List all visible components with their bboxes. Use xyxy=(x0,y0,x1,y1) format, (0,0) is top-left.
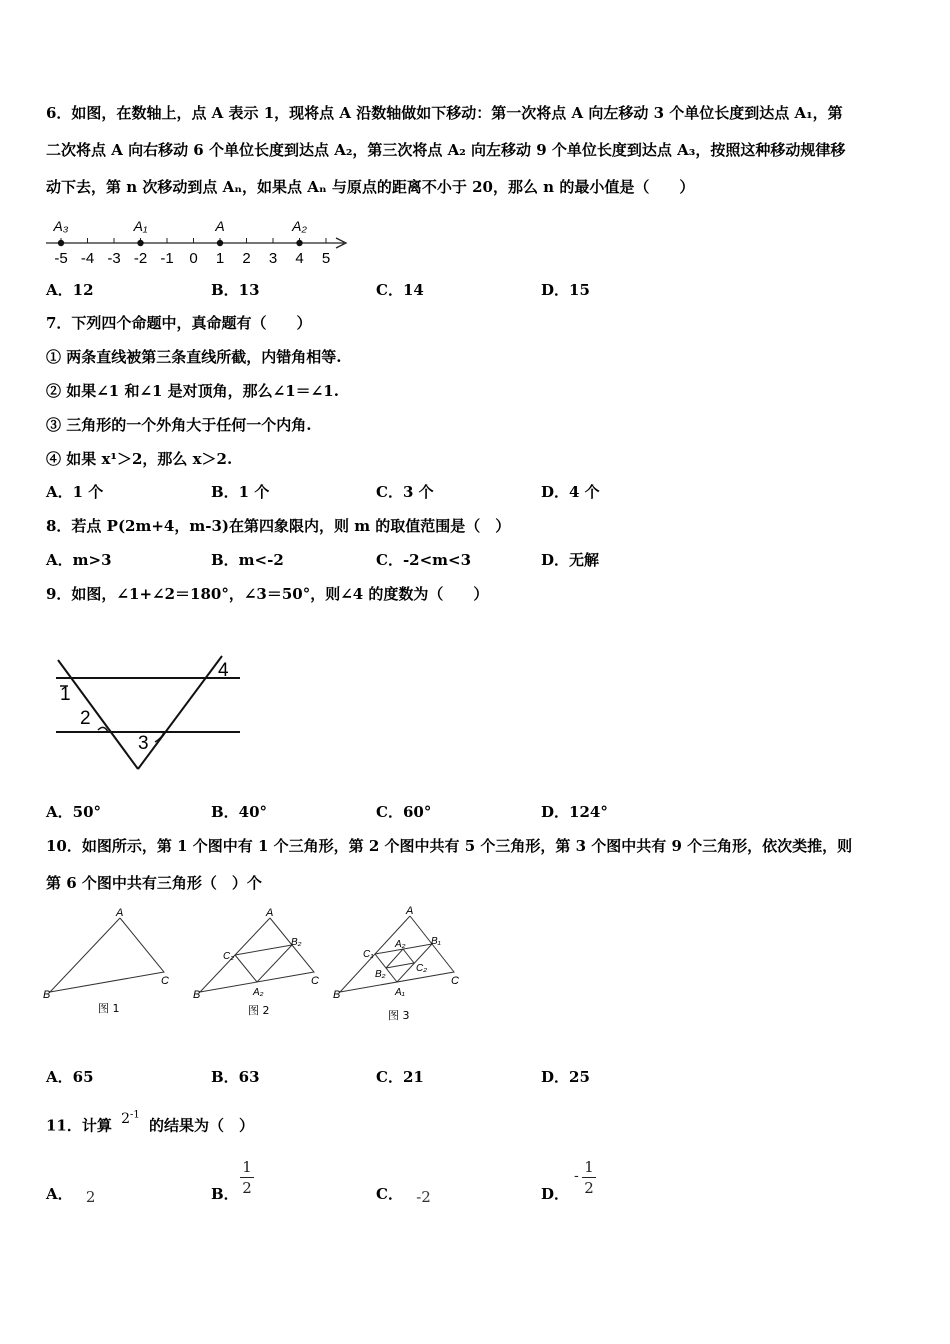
fig3-label-b: B xyxy=(333,989,341,1001)
q10-option-d: D．25 xyxy=(541,1068,590,1086)
q11-option-b-denominator: 2 xyxy=(242,1179,252,1197)
q9-option-c: C．60° xyxy=(376,803,432,821)
q7-option-a: A．1 个 xyxy=(46,483,104,501)
q11-expression xyxy=(121,1111,140,1127)
number-line-point-label: A xyxy=(215,218,225,234)
fig2-label-c2: C₂ xyxy=(223,951,235,962)
q9-option-b: B．40° xyxy=(211,803,268,821)
number-line-tick-label: -4 xyxy=(80,250,95,267)
number-line-tick-label: 1 xyxy=(215,250,225,267)
q8-option-a: A．m>3 xyxy=(46,551,112,569)
q11-option-d-fraction xyxy=(582,1158,596,1197)
number-line-point xyxy=(58,240,64,246)
number-line-point-label: A₁ xyxy=(133,218,148,234)
q10-stem-line1: 10．如图所示，第 1 个图中有 1 个三角形，第 2 个图中共有 5 个三角形，第 3 个图中共有 9 个三角形，依次类推，则 xyxy=(46,837,853,855)
q7-item-4: ④ 如果 x¹＞2，那么 x＞2. xyxy=(46,450,233,468)
q8-option-c: C．-2<m<3 xyxy=(376,551,472,569)
fraction-bar xyxy=(240,1177,254,1178)
q11-stem-prefix: 11．计算 xyxy=(46,1116,112,1135)
q11-option-c xyxy=(376,1184,431,1204)
q7-item-3: ③ 三角形的一个外角大于任何一个内角. xyxy=(46,416,312,434)
fig2-label-a: A xyxy=(266,907,274,919)
q10-figure-3 xyxy=(330,904,470,1028)
q11-option-d-numerator: 1 xyxy=(584,1158,594,1176)
q7-stem: 7．下列四个命题中，真命题有（ ） xyxy=(46,314,312,332)
q11-option-b-letter: B． xyxy=(211,1185,239,1203)
fig2-label-a2: A₂ xyxy=(253,987,264,998)
q11-option-d-denominator: 2 xyxy=(584,1179,594,1197)
q9-label-3: 3 xyxy=(138,733,149,754)
fig3-triangle xyxy=(340,916,454,992)
q7-option-d: D．4 个 xyxy=(541,483,600,501)
q6-option-b: B．13 xyxy=(211,281,260,299)
number-line-point xyxy=(217,240,223,246)
number-line-point xyxy=(296,240,302,246)
q11-expr-exponent: -1 xyxy=(130,1109,140,1120)
q11-option-b-numerator: 1 xyxy=(242,1158,252,1176)
fig3-label-a1: A₁ xyxy=(395,987,405,998)
q11-option-b-fraction xyxy=(240,1158,254,1197)
fig2-label-b2: B₂ xyxy=(291,937,302,948)
q6-option-d: D．15 xyxy=(541,281,590,299)
number-line-tick-label: -1 xyxy=(160,250,174,267)
fig2-label-b: B xyxy=(193,989,201,1001)
q6-stem-line1: 6．如图，在数轴上，点 A 表示 1，现将点 A 沿数轴做如下移动：第一次将点 A 向左移动 3 个单位长度到达点 A₁，第 xyxy=(46,104,843,122)
q9-figure xyxy=(50,652,250,776)
q11-expr-base: 2 xyxy=(121,1110,131,1127)
q6-stem-line3: 动下去，第 n 次移动到点 Aₙ，如果点 Aₙ 与原点的距离不小于 20，那么 n 的最小值是（ ） xyxy=(46,178,695,196)
q10-option-c: C．21 xyxy=(376,1068,424,1086)
fig1-label-c: C xyxy=(161,975,169,987)
fig3-label-c1: C₁ xyxy=(363,949,374,960)
fig1-label-a: A xyxy=(116,907,124,919)
fig3-innermost-triangle xyxy=(386,949,414,968)
q11-option-d xyxy=(541,1184,569,1204)
number-line-tick-label: -3 xyxy=(107,250,121,267)
number-line-tick-label: 3 xyxy=(268,250,278,267)
number-line-tick-label: 4 xyxy=(295,250,304,267)
q11-stem-suffix: 的结果为（ ） xyxy=(149,1116,255,1135)
q9-stem: 9．如图，∠1+∠2＝180°，∠3＝50°，则∠4 的度数为（ ） xyxy=(46,585,489,603)
q11-option-d-sign: - xyxy=(574,1168,579,1184)
q9-label-1: 1 xyxy=(60,684,71,705)
q11-stem xyxy=(46,1109,255,1137)
q11-option-a-letter: A． xyxy=(46,1185,73,1203)
fig1-label-b: B xyxy=(43,989,51,1001)
fig3-label-c2: C₂ xyxy=(416,963,428,974)
fig3-label-b1: B₁ xyxy=(431,936,441,947)
number-line-tick-label: 5 xyxy=(321,250,331,267)
q7-option-c: C．3 个 xyxy=(376,483,434,501)
q11-option-a xyxy=(46,1184,95,1204)
fig1-triangle xyxy=(50,918,164,992)
q8-stem: 8．若点 P(2m+4，m-3)在第四象限内，则 m 的取值范围是（ ） xyxy=(46,517,511,535)
q6-number-line xyxy=(42,214,362,270)
q10-figure-2 xyxy=(190,904,330,1024)
q11-option-a-value: 2 xyxy=(85,1188,96,1206)
number-line-point-label: A₃ xyxy=(53,218,69,234)
q7-option-b: B．1 个 xyxy=(211,483,270,501)
fig1-caption: 图 1 xyxy=(98,1002,120,1015)
q7-item-1: ① 两条直线被第三条直线所截，内错角相等. xyxy=(46,348,342,366)
number-line-tick-label: -2 xyxy=(133,250,148,267)
fig3-label-a2: A₂ xyxy=(395,939,406,950)
fig2-triangle xyxy=(200,918,314,992)
fig3-label-a: A xyxy=(406,905,414,917)
q7-item-2: ② 如果∠1 和∠1 是对顶角，那么∠1＝∠1. xyxy=(46,382,339,400)
fig3-label-b2: B₂ xyxy=(375,969,386,980)
q9-transversal-left xyxy=(58,660,138,769)
q11-option-b xyxy=(211,1184,239,1204)
number-line-tick-label: 0 xyxy=(189,250,198,267)
fig3-caption: 图 3 xyxy=(388,1009,410,1022)
q11-option-c-letter: C． xyxy=(376,1185,403,1203)
fig2-label-c: C xyxy=(311,975,319,987)
number-line-point-label: A₂ xyxy=(292,218,307,234)
q6-stem-line2: 二次将点 A 向右移动 6 个单位长度到达点 A₂，第三次将点 A₂ 向左移动 9 个单位长度到达点 A₃，按照这种移动规律移 xyxy=(46,141,846,159)
q9-option-d: D．124° xyxy=(541,803,608,821)
q9-transversal-right xyxy=(138,656,222,769)
q10-figure-1 xyxy=(40,904,180,1024)
fig2-inner-triangle xyxy=(235,945,292,982)
q9-option-a: A．50° xyxy=(46,803,102,821)
q8-option-d: D．无解 xyxy=(541,551,600,569)
q6-option-a: A．12 xyxy=(46,281,94,299)
q9-label-2: 2 xyxy=(80,708,91,729)
number-line-tick-label: -5 xyxy=(54,250,68,267)
q11-option-d-letter: D． xyxy=(541,1185,570,1203)
q6-option-c: C．14 xyxy=(376,281,424,299)
q10-option-b: B．63 xyxy=(211,1068,260,1086)
fig3-label-c: C xyxy=(451,975,459,987)
number-line-tick-label: 2 xyxy=(242,250,251,267)
q10-stem-line2: 第 6 个图中共有三角形（ ）个 xyxy=(46,874,262,892)
q11-option-c-value: -2 xyxy=(416,1188,431,1206)
fig2-caption: 图 2 xyxy=(248,1004,270,1017)
q8-option-b: B．m<-2 xyxy=(211,551,284,569)
number-line-point xyxy=(137,240,143,246)
fraction-bar xyxy=(582,1177,596,1178)
q9-label-4: 4 xyxy=(218,660,229,681)
q10-option-a: A．65 xyxy=(46,1068,94,1086)
